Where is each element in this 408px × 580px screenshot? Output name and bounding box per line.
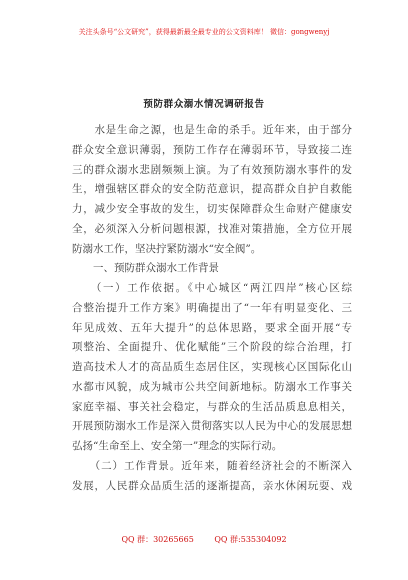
- body-line: 力，减少安全事故的发生，切实保障群众生命财产健康安: [72, 203, 352, 215]
- body-line: 群众安全意识薄弱，预防工作存在薄弱环节，导致接二连: [72, 143, 352, 156]
- body-line: 造高技术人才的高品质生态居住区，实现核心区国际化山: [72, 361, 352, 373]
- footer-qq-group-2: QQ 群:535304092: [214, 535, 287, 544]
- footer-contacts: [0, 534, 408, 545]
- body-line: 全，必须深入分析问题根源，找准对策措施，全方位开展: [72, 222, 352, 235]
- body-line: 生，增强辖区群众的安全防范意识，提高群众自护自救能: [72, 183, 352, 196]
- body-line: 合整治提升工作方案》明确提出了“一年有明显变化、三: [72, 301, 352, 314]
- body-line: 弘扬“生命至上、安全第一”理念的实际行动。: [72, 440, 283, 452]
- body-line: 水是生命之源，也是生命的杀手。近年来，由于部分: [72, 124, 352, 136]
- body-line: 三的群众溺水悲剧频频上演。为了有效预防溺水事件的发: [72, 163, 352, 176]
- body-line: 家庭幸福、事关社会稳定，与群众的生活品质息息相关，: [72, 400, 352, 413]
- header-notice: 关注头条号“公文研究”，获得最新最全最专业的公文资料库！ 微信：gongwenyj: [78, 28, 330, 36]
- document-title: 预防群众溺水情况调研报告: [143, 99, 265, 110]
- body-line: （二）工作背景。近年来，随着经济社会的不断深入: [72, 459, 352, 472]
- body-line: 防溺水工作，坚决拧紧防溺水“安全阀”。: [72, 242, 262, 255]
- body-line: （一）工作依据。《中心城区“两江四岸”核心区综: [72, 282, 352, 294]
- body-line: 发展，人民群众品质生活的逐渐提高，亲水休闲玩耍、戏: [72, 479, 352, 492]
- body-line: 年见成效、五年大提升”的总体思路，要求全面开展“专: [72, 321, 352, 334]
- body-line: 项整治、全面提升、优化赋能”三个阶段的综合治理，打: [72, 341, 352, 354]
- body-line: 开展预防溺水工作是深入贯彻落实以人民为中心的发展思想: [72, 420, 352, 433]
- body-line: 一、预防群众溺水工作背景: [72, 262, 219, 275]
- body-line: 水都市风貌，成为城市公共空间新地标。防溺水工作事关: [72, 380, 352, 393]
- document-body: [72, 121, 352, 496]
- footer-qq-group-1: QQ 群：30265665: [121, 535, 194, 544]
